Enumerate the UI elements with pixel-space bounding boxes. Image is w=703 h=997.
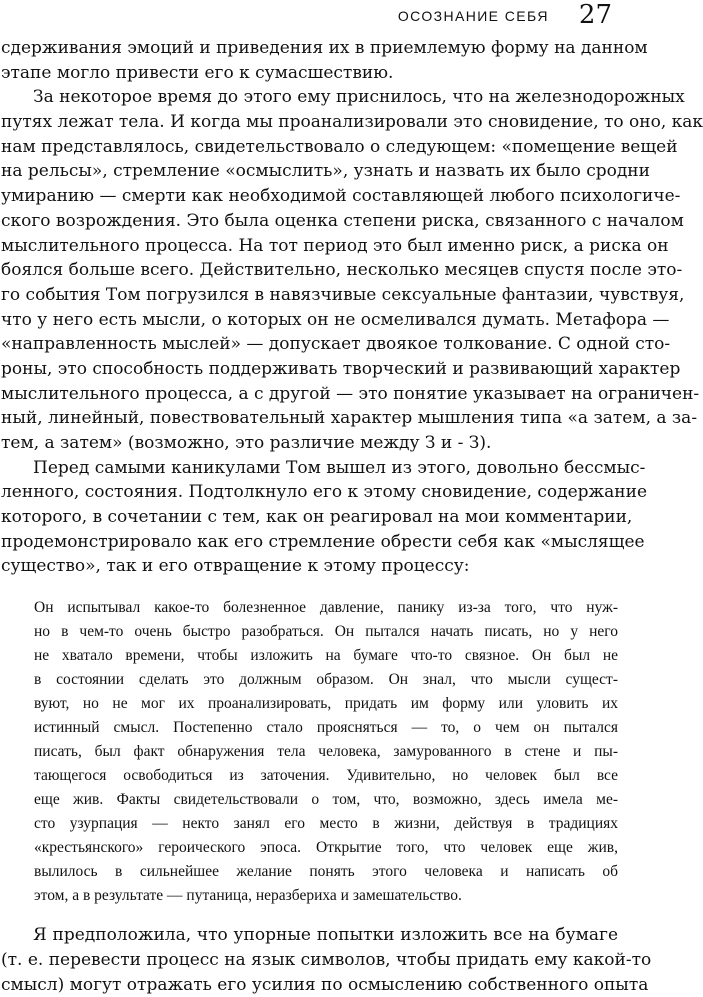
text-line: Он испытывал какое-то болезненное давление, панику из-за того, что нуж- <box>1 596 618 620</box>
block-quote <box>1 596 618 908</box>
text-line: (т. е. перевести процесс на язык символов, чтобы придать ему какой-то <box>1 948 618 973</box>
running-head: ОСОЗНАНИЕ СЕБЯ <box>398 8 549 24</box>
text-line: «направленность мыслей» — допускает двоякое толкование. С одной сто- <box>1 332 618 357</box>
text-line: ского возрождения. Это была оценка степени риска, связанного с началом <box>1 209 618 234</box>
text-line: смысл) могут отражать его усилия по осмыслению собственного опыта <box>1 973 618 997</box>
text-line: тем, а затем» (возможно, это различие между З и - З). <box>1 431 618 456</box>
text-line: существо», так и его отвращение к этому процессу: <box>1 554 618 579</box>
page-number: 27 <box>579 2 612 28</box>
text-line: еще жив. Факты свидетельствовали о том, что, возможно, здесь имела ме- <box>1 788 618 812</box>
text-line: вуют, но не мог их проанализировать, придать им форму или уловить их <box>1 692 618 716</box>
page-header <box>398 0 620 34</box>
paragraphs <box>1 36 618 579</box>
paragraph <box>1 85 618 455</box>
text-line: «крестьянского» героического эпоса. Открытие того, что человек еще жив, <box>1 836 618 860</box>
body-text <box>1 36 618 997</box>
text-line: путях лежат тела. И когда мы проанализировали это сновидение, то оно, как <box>1 110 618 135</box>
text-line: нам представлялось, свидетельствовало о следующем: «помещение вещей <box>1 135 618 160</box>
text-line: За некоторое время до этого ему приснилось, что на железнодорожных <box>1 85 618 110</box>
text-line: мыслительного процесса, а с другой — это понятие указывает на ограничен- <box>1 382 618 407</box>
text-line: но в чем-то очень быстро разобраться. Он пытался начать писать, но у него <box>1 620 618 644</box>
text-line: в состоянии сделать это должным образом. Он знал, что мысли сущест- <box>1 668 618 692</box>
paragraph <box>1 36 618 85</box>
text-line: роны, это способность поддерживать творческий и развивающий характер <box>1 357 618 382</box>
text-line: го события Том погрузился в навязчивые сексуальные фантазии, чувствуя, <box>1 283 618 308</box>
text-line: ленного, состояния. Подтолкнуло его к этому сновидение, содержание <box>1 480 618 505</box>
text-line: не хватало времени, чтобы изложить на бумаге что-то связное. Он был не <box>1 644 618 668</box>
text-line: тающегося освободиться из заточения. Удивительно, но человек был все <box>1 764 618 788</box>
text-line: что у него есть мысли, о которых он не осмеливался думать. Метафора — <box>1 308 618 333</box>
text-line: вылилось в сильнейшее желание понять этого человека и написать об <box>1 860 618 884</box>
text-line: сто узурпация — некто занял его место в жизни, действуя в традициях <box>1 812 618 836</box>
text-line: этапе могло привести его к сумасшествию. <box>1 61 618 86</box>
paragraph <box>1 456 618 579</box>
closing-paragraph <box>1 923 618 997</box>
text-line: умиранию — смерти как необходимой составляющей любого психологиче- <box>1 184 618 209</box>
text-line: этом, а в результате — путаница, неразбериха и замешательство. <box>1 884 618 908</box>
text-line: Перед самыми каникулами Том вышел из этого, довольно бессмыс- <box>1 456 618 481</box>
text-line: ный, линейный, повествовательный характер мышления типа «а затем, а за- <box>1 406 618 431</box>
text-line: на рельсы», стремление «осмыслить», узнать и назвать их было сродни <box>1 159 618 184</box>
text-line: писать, был факт обнаружения тела человека, замурованного в стене и пы- <box>1 740 618 764</box>
text-line: истинный смысл. Постепенно стало проясняться — то, о чем он пытался <box>1 716 618 740</box>
text-line: боялся больше всего. Действительно, несколько месяцев спустя после это- <box>1 258 618 283</box>
text-line: сдерживания эмоций и приведения их в приемлемую форму на данном <box>1 36 618 61</box>
text-line: Я предположила, что упорные попытки изложить все на бумаге <box>1 923 618 948</box>
text-line: которого, в сочетании с тем, как он реагировал на мои комментарии, <box>1 505 618 530</box>
text-line: продемонстрировало как его стремление обрести себя как «мыслящее <box>1 530 618 555</box>
text-line: мыслительного процесса. На тот период это был именно риск, а риска он <box>1 234 618 259</box>
